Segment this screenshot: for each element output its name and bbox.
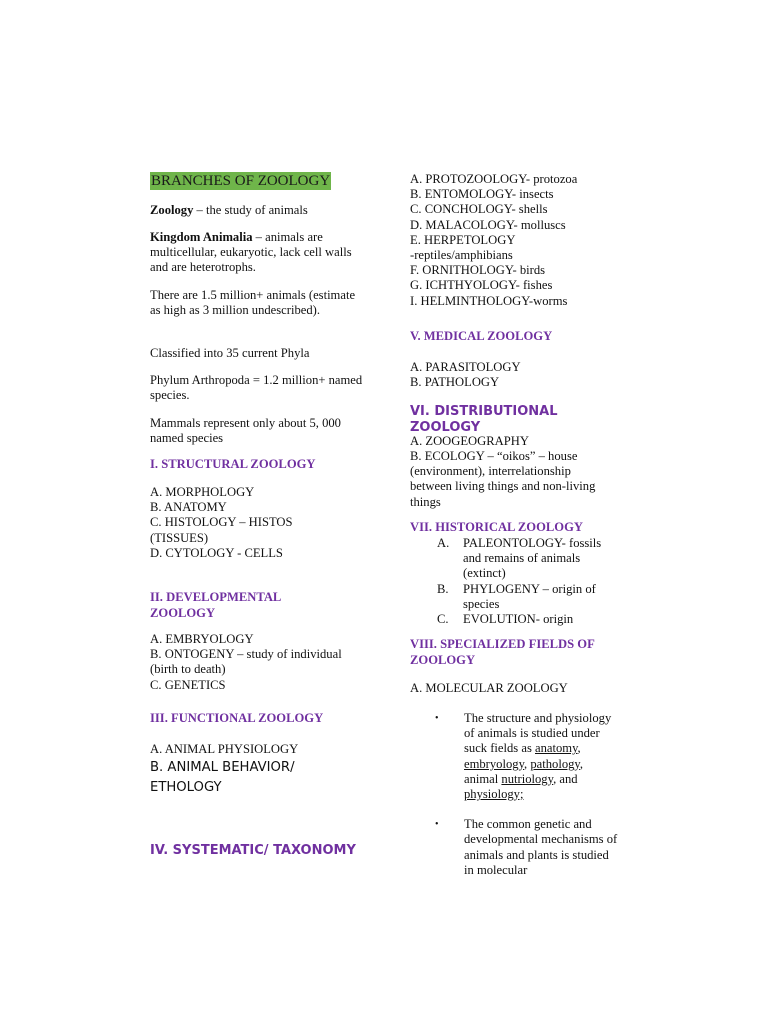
paragraph-phyla: Classified into 35 current Phyla — [150, 346, 310, 360]
bullet-marker: • — [435, 713, 439, 724]
bullet-list — [410, 711, 620, 878]
paragraph-arthropoda: Phylum Arthropoda = 1.2 million+ named species. — [150, 373, 363, 403]
zoology-def: – the study of animals — [193, 203, 308, 217]
list-item: G. ICHTHYOLOGY- fishes — [410, 278, 553, 293]
zoology-term: Zoology — [150, 203, 194, 217]
heading-historical-zoology: VII. HISTORICAL ZOOLOGY — [410, 520, 583, 534]
list-item: A. MORPHOLOGY — [150, 485, 255, 499]
bullet-text: The structure and physiology of animals is studied under suck fields as — [464, 711, 612, 756]
heading-functional-zoology: III. FUNCTIONAL ZOOLOGY — [150, 711, 324, 725]
heading-developmental-zoology: II. DEVELOPMENTAL ZOOLOGY — [150, 590, 281, 620]
historical-list — [410, 536, 620, 627]
bullet-marker: • — [435, 819, 439, 831]
list-item-text: EVOLUTION- origin — [463, 612, 574, 627]
list-item: C. GENETICS — [150, 677, 226, 692]
list-item: A. PROTOZOOLOGY- protozoa — [410, 172, 578, 186]
bullet-item — [410, 711, 619, 802]
list-marker: A. — [437, 536, 450, 550]
list-item: E. HERPETOLOGY — [410, 232, 516, 247]
document-title-block — [150, 172, 365, 190]
bullet-text: The common genetic and developmental mechanisms of animals and plants is studied in molecular — [464, 817, 618, 877]
list-item — [410, 612, 613, 627]
list-item: B. ANATOMY — [150, 500, 227, 515]
list-item: D. MALACOLOGY- molluscs — [410, 217, 566, 232]
separator: , animal — [464, 756, 584, 786]
specialized-item-a: A. MOLECULAR ZOOLOGY — [410, 681, 568, 695]
structural-list — [150, 485, 365, 561]
list-item: C. CONCHOLOGY- shells — [410, 202, 548, 217]
taxonomy-list — [410, 172, 620, 309]
list-item: F. ORNITHOLOGY- birds — [410, 263, 546, 278]
list-item: C. HISTOLOGY – HISTOS (TISSUES) — [150, 515, 293, 545]
list-item — [410, 582, 613, 612]
list-item: B. ONTOGENY – study of individual (birth to death) — [150, 647, 342, 677]
list-marker: B. — [437, 581, 449, 596]
heading-specialized-fields: VIII. SPECIALIZED FIELDS OF ZOOLOGY — [410, 637, 595, 667]
paragraph-million: There are 1.5 million+ animals (estimate as high as 3 million undescribed). — [150, 288, 356, 318]
underlined-term: pathology — [530, 756, 580, 771]
list-item: B. ENTOMOLOGY- insects — [410, 187, 554, 202]
list-item: D. CYTOLOGY - CELLS — [150, 545, 283, 560]
kingdom-term: Kingdom Animalia — [150, 230, 253, 244]
underlined-term: anatomy — [535, 741, 578, 756]
kingdom-def: – animals are multicellular, eukaryotic, lack cell walls and are heterotrophs. — [150, 230, 352, 275]
paragraph-mammals: Mammals represent only about 5, 000 named species — [150, 416, 341, 446]
list-item: I. HELMINTHOLOGY-worms — [410, 293, 568, 308]
list-item-text: PALEONTOLOGY- fossils and remains of animals (extinct) — [463, 536, 602, 581]
list-item-text: PHYLOGENY – origin of species — [463, 581, 596, 611]
distributional-item-b: B. ECOLOGY – “oikos” – house (environment), interrelationship between living things and non-living things — [410, 449, 596, 509]
functional-item-b: B. ANIMAL BEHAVIOR/ ETHOLOGY — [150, 760, 295, 795]
kingdom-definition — [150, 230, 365, 276]
heading-medical-zoology: V. MEDICAL ZOOLOGY — [410, 329, 553, 343]
functional-item-a: A. ANIMAL PHYSIOLOGY — [150, 742, 299, 756]
underlined-term: nutriology — [501, 771, 554, 786]
list-item — [410, 536, 613, 582]
list-item: A. EMBRYOLOGY — [150, 632, 254, 646]
heading-systematic-taxonomy: IV. SYSTEMATIC/ TAXONOMY — [150, 843, 356, 858]
bullet-item — [410, 817, 619, 878]
medical-list — [410, 360, 620, 390]
list-item: A. PARASITOLOGY — [410, 360, 521, 374]
heading-structural-zoology: I. STRUCTURAL ZOOLOGY — [150, 457, 316, 471]
list-item: B. PATHOLOGY — [410, 375, 500, 390]
separator: , and — [553, 771, 578, 786]
separator: , — [577, 741, 581, 756]
heading-distributional-zoology: VI. DISTRIBUTIONAL ZOOLOGY — [410, 404, 558, 435]
document-title: BRANCHES OF ZOOLOGY — [151, 173, 331, 189]
distributional-item-a: A. ZOOGEOGRAPHY — [410, 434, 529, 448]
list-marker: C. — [437, 612, 449, 627]
zoology-definition — [150, 203, 365, 218]
separator: , — [524, 756, 531, 771]
developmental-list — [150, 632, 360, 693]
list-item: -reptiles/amphibians — [410, 248, 513, 263]
underlined-term: physiology; — [464, 787, 524, 802]
underlined-term: embryology — [464, 756, 525, 771]
